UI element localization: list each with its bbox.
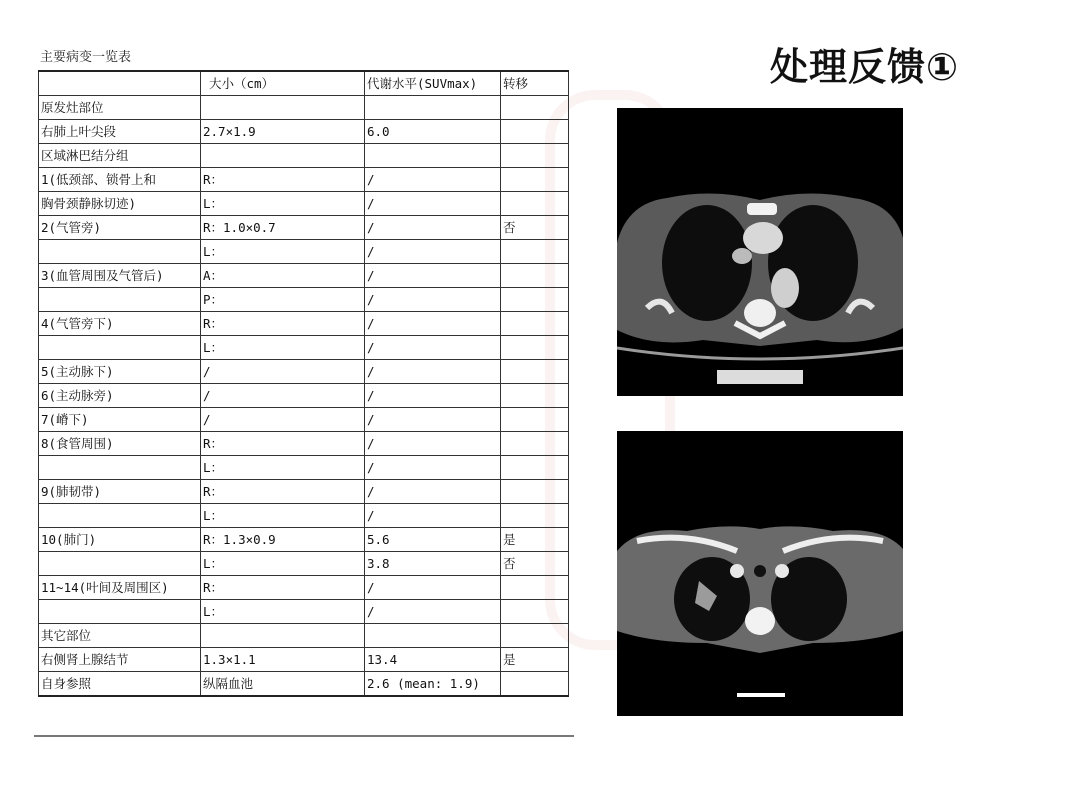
table-cell: /	[201, 408, 365, 432]
table-cell: 13.4	[365, 648, 501, 672]
table-cell	[39, 240, 201, 264]
table-row	[39, 96, 569, 120]
table-cell: 8(食管周围)	[39, 432, 201, 456]
table-cell: 1.3×1.1	[201, 648, 365, 672]
table-cell	[201, 96, 365, 120]
table-cell	[365, 144, 501, 168]
table-cell: L：	[201, 504, 365, 528]
table-bottom-rule	[34, 735, 574, 737]
table-cell	[501, 432, 569, 456]
table-cell: /	[365, 168, 501, 192]
table-cell	[501, 384, 569, 408]
table-cell: 6.0	[365, 120, 501, 144]
table-caption: 主要病变一览表	[40, 50, 132, 65]
table-cell: P：	[201, 288, 365, 312]
table-cell	[39, 456, 201, 480]
table-cell: 3(血管周围及气管后)	[39, 264, 201, 288]
table-row	[39, 672, 569, 697]
ct-scan-upper-graphic	[617, 108, 903, 396]
table-cell	[501, 360, 569, 384]
table-cell	[501, 312, 569, 336]
table-cell: 3.8	[365, 552, 501, 576]
table-cell	[501, 264, 569, 288]
table-cell: R：	[201, 432, 365, 456]
table-cell: 区域淋巴结分组	[39, 144, 201, 168]
table-cell: R：1.0×0.7	[201, 216, 365, 240]
table-row	[39, 456, 569, 480]
table-cell: 否	[501, 216, 569, 240]
table-cell: 5.6	[365, 528, 501, 552]
table-cell: /	[365, 480, 501, 504]
table-cell: L：	[201, 240, 365, 264]
table-cell: L：	[201, 456, 365, 480]
table-cell	[501, 504, 569, 528]
table-cell	[501, 288, 569, 312]
table-cell: /	[365, 504, 501, 528]
table-cell	[501, 456, 569, 480]
table-header-cell	[39, 71, 201, 96]
table-cell	[501, 624, 569, 648]
table-cell: /	[201, 360, 365, 384]
table-cell	[501, 672, 569, 697]
table-cell: 2.7×1.9	[201, 120, 365, 144]
table-row	[39, 624, 569, 648]
table-header-cell: 转移	[501, 71, 569, 96]
table-cell: /	[365, 240, 501, 264]
table-row	[39, 168, 569, 192]
table-cell: /	[201, 384, 365, 408]
table-cell: 是	[501, 648, 569, 672]
table-cell: /	[365, 192, 501, 216]
table-cell	[501, 168, 569, 192]
table-cell: 胸骨颈静脉切迹)	[39, 192, 201, 216]
table-row	[39, 336, 569, 360]
table-cell: 6(主动脉旁)	[39, 384, 201, 408]
table-cell: /	[365, 432, 501, 456]
table-cell	[365, 96, 501, 120]
table-cell	[501, 240, 569, 264]
table-row	[39, 528, 569, 552]
table-cell: 其它部位	[39, 624, 201, 648]
table-cell: /	[365, 576, 501, 600]
table-header-cell: 大小（cm）	[201, 71, 365, 96]
table-cell	[501, 336, 569, 360]
table-header-cell: 代谢水平(SUVmax)	[365, 71, 501, 96]
table-cell	[39, 552, 201, 576]
table-row	[39, 504, 569, 528]
table-row	[39, 216, 569, 240]
table-cell: 是	[501, 528, 569, 552]
table-cell: 9(肺韧带)	[39, 480, 201, 504]
table-cell: R：1.3×0.9	[201, 528, 365, 552]
table-cell	[39, 336, 201, 360]
table-cell	[501, 96, 569, 120]
table-cell	[501, 144, 569, 168]
table-row	[39, 552, 569, 576]
table-row	[39, 240, 569, 264]
table-row	[39, 600, 569, 624]
table-cell	[201, 624, 365, 648]
table-cell: 纵隔血池	[201, 672, 365, 697]
ct-scan-lower	[617, 431, 903, 716]
table-row	[39, 432, 569, 456]
table-cell: 右侧肾上腺结节	[39, 648, 201, 672]
ct-scan-lower-graphic	[617, 431, 903, 716]
table-cell: L：	[201, 336, 365, 360]
table-row	[39, 648, 569, 672]
table-cell: /	[365, 288, 501, 312]
table-cell: 7(嵴下)	[39, 408, 201, 432]
ct-scan-upper	[617, 108, 903, 396]
table-cell: R：	[201, 312, 365, 336]
table-row	[39, 120, 569, 144]
table-cell: /	[365, 336, 501, 360]
table-cell: 5(主动脉下)	[39, 360, 201, 384]
table-cell	[501, 120, 569, 144]
table-cell: /	[365, 264, 501, 288]
table-cell: /	[365, 384, 501, 408]
table-cell: 原发灶部位	[39, 96, 201, 120]
table-cell	[39, 600, 201, 624]
table-cell	[501, 600, 569, 624]
table-cell	[501, 576, 569, 600]
lesion-table	[38, 70, 569, 697]
table-cell	[201, 144, 365, 168]
table-row	[39, 288, 569, 312]
table-cell	[365, 624, 501, 648]
table-cell: 右肺上叶尖段	[39, 120, 201, 144]
table-header-row	[39, 71, 569, 96]
table-cell: /	[365, 456, 501, 480]
table-cell	[501, 192, 569, 216]
table-cell: 1(低颈部、锁骨上和	[39, 168, 201, 192]
table-cell: L：	[201, 192, 365, 216]
table-cell: R：	[201, 168, 365, 192]
table-cell: /	[365, 312, 501, 336]
table-cell: 否	[501, 552, 569, 576]
table-cell: L：	[201, 600, 365, 624]
table-cell: 10(肺门)	[39, 528, 201, 552]
table-cell	[39, 288, 201, 312]
table-cell: /	[365, 408, 501, 432]
table-cell: 2.6 (mean: 1.9)	[365, 672, 501, 697]
table-cell: /	[365, 600, 501, 624]
table-cell	[39, 504, 201, 528]
table-row	[39, 384, 569, 408]
slide-title: 处理反馈①	[770, 45, 960, 89]
table-row	[39, 192, 569, 216]
table-cell: 2(气管旁)	[39, 216, 201, 240]
table-cell: 11~14(叶间及周围区)	[39, 576, 201, 600]
table-cell: 4(气管旁下)	[39, 312, 201, 336]
table-row	[39, 144, 569, 168]
table-cell: /	[365, 360, 501, 384]
table-cell: 自身参照	[39, 672, 201, 697]
table-cell: R：	[201, 576, 365, 600]
table-row	[39, 480, 569, 504]
table-row	[39, 312, 569, 336]
table-cell: /	[365, 216, 501, 240]
table-row	[39, 576, 569, 600]
table-cell	[501, 480, 569, 504]
table-cell: R：	[201, 480, 365, 504]
table-cell: L：	[201, 552, 365, 576]
table-row	[39, 408, 569, 432]
table-cell: A：	[201, 264, 365, 288]
table-row	[39, 360, 569, 384]
table-cell	[501, 408, 569, 432]
table-row	[39, 264, 569, 288]
